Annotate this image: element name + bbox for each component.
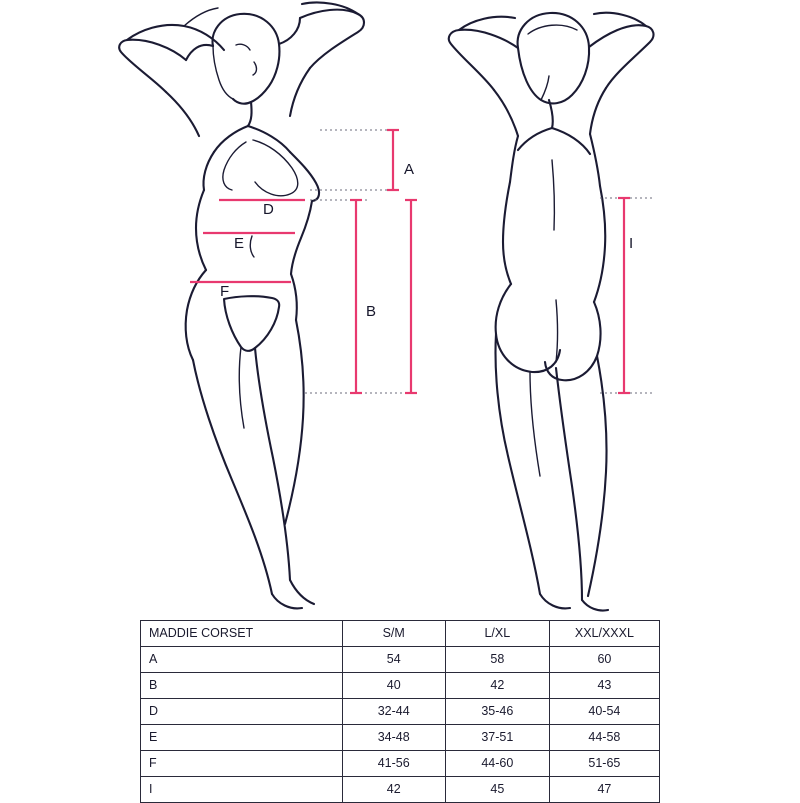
table-row (141, 673, 660, 699)
marker-label-D: D (263, 201, 274, 218)
row-a-xxl: 60 (549, 647, 659, 673)
row-i-xxl: 47 (549, 777, 659, 803)
row-f-sm: 41-56 (342, 751, 445, 777)
row-i-sm: 42 (342, 777, 445, 803)
table-header-row (141, 621, 660, 647)
row-f-xxl: 51-65 (549, 751, 659, 777)
marker-label-E: E (234, 235, 245, 252)
size-chart-table (140, 620, 660, 803)
back-measure-lines (600, 198, 655, 393)
row-d-lxl: 35-46 (445, 699, 549, 725)
row-e-xxl: 44-58 (549, 725, 659, 751)
row-label-e: E (141, 725, 343, 751)
row-b-lxl: 42 (445, 673, 549, 699)
table-header-size-1: S/M (342, 621, 445, 647)
marker-label-I: I (629, 235, 634, 252)
row-a-lxl: 58 (445, 647, 549, 673)
row-b-xxl: 43 (549, 673, 659, 699)
row-e-lxl: 37-51 (445, 725, 549, 751)
row-label-b: B (141, 673, 343, 699)
marker-label-F: F (220, 283, 230, 300)
table-row (141, 777, 660, 803)
row-i-lxl: 45 (445, 777, 549, 803)
table-header-product: MADDIE CORSET (141, 621, 343, 647)
row-label-f: F (141, 751, 343, 777)
table-row (141, 647, 660, 673)
table-row (141, 725, 660, 751)
row-b-sm: 40 (342, 673, 445, 699)
marker-labels (220, 161, 633, 320)
row-e-sm: 34-48 (342, 725, 445, 751)
marker-label-A: A (404, 161, 415, 178)
table-row (141, 751, 660, 777)
row-d-xxl: 40-54 (549, 699, 659, 725)
front-figure-outline (119, 2, 364, 608)
row-f-lxl: 44-60 (445, 751, 549, 777)
table-header-size-2: L/XL (445, 621, 549, 647)
back-figure-outline (449, 13, 654, 611)
table-header-size-3: XXL/XXXL (549, 621, 659, 647)
row-a-sm: 54 (342, 647, 445, 673)
row-d-sm: 32-44 (342, 699, 445, 725)
row-label-d: D (141, 699, 343, 725)
row-label-a: A (141, 647, 343, 673)
table-row (141, 699, 660, 725)
row-label-i: I (141, 777, 343, 803)
marker-label-B: B (366, 303, 377, 320)
